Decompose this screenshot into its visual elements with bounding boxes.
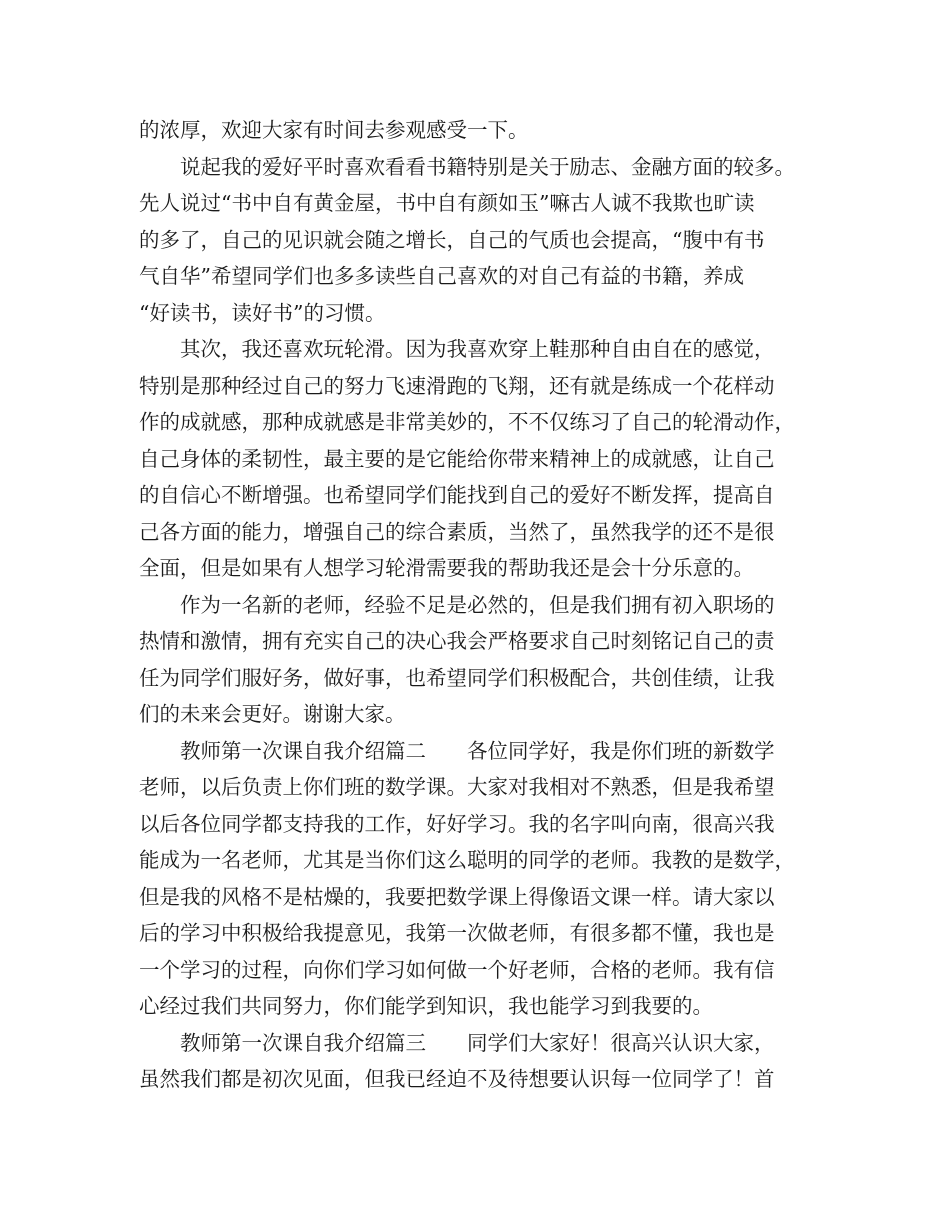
text-line: 特别是那种经过自己的努力飞速滑跑的飞翔，还有就是练成一个花样动 [139,373,775,398]
text-line: 老师，以后负责上你们班的数学课。大家对我相对不熟悉，但是我希望 [139,775,775,799]
text-line: 以后各位同学都支持我的工作，好好学习。我的名字叫向南，很高兴我 [139,811,775,836]
text-line: 的多了，自己的见识就会随之增长，自己的气质也会提高，“腹中有书 [139,227,765,252]
text-line: 们的未来会更好。谢谢大家。 [139,702,406,726]
text-line: 说起我的爱好平时喜欢看看书籍特别是关于励志、金融方面的较多。 [139,154,795,179]
text-line: 后的学习中积极给我提意见，我第一次做老师，有很多都不懂，我也是 [139,921,775,945]
text-line: 己各方面的能力，增强自己的综合素质，当然了，虽然我学的还不是很 [139,519,775,544]
text-line: 心经过我们共同努力，你们能学到知识，我也能学习到我要的。 [139,994,713,1018]
text-line: “好读书，读好书”的习惯。 [139,300,386,325]
text-line: 能成为一名老师，尤其是当你们这么聪明的同学的老师。我教的是数学， [139,848,795,872]
text-line: 虽然我们都是初次见面，但我已经迫不及待想要认识每一位同学了！首 [139,1067,775,1091]
text-line: 先人说过“书中自有黄金屋，书中自有颜如玉”嘛古人诚不我欺也旷读 [139,191,755,215]
text-line: 一个学习的过程，向你们学习如何做一个好老师，合格的老师。我有信 [139,957,775,982]
text-line: 自己身体的柔韧性，最主要的是它能给你带来精神上的成就感，让自己 [139,446,775,471]
text-line: 但是我的风格不是枯燥的，我要把数学课上得像语文课一样。请大家以 [139,884,775,909]
body-text [139,112,819,1098]
text-line: 的自信心不断增强。也希望同学们能找到自己的爱好不断发挥，提高自 [139,483,775,507]
text-line: 作为一名新的老师，经验不足是必然的，但是我们拥有初入职场的 [139,592,775,617]
text-line: 教师第一次课自我介绍篇三 同学们大家好！很高兴认识大家， [139,1030,775,1055]
text-line: 任为同学们服好务，做好事，也希望同学们积极配合，共创佳绩，让我 [139,665,775,690]
text-line: 教师第一次课自我介绍篇二 各位同学好，我是你们班的新数学 [139,738,775,763]
text-line: 作的成就感，那种成就感是非常美妙的，不不仅练习了自己的轮滑动作， [139,410,795,434]
text-line: 全面，但是如果有人想学习轮滑需要我的帮助我还是会十分乐意的。 [139,556,754,580]
text-line: 的浓厚，欢迎大家有时间去参观感受一下。 [139,118,529,142]
text-line: 热情和激情，拥有充实自己的决心我会严格要求自己时刻铭记自己的责 [139,629,775,653]
text-line: 气自华”希望同学们也多多读些自己喜欢的对自己有益的书籍，养成 [139,264,744,288]
text-line: 其次，我还喜欢玩轮滑。因为我喜欢穿上鞋那种自由自在的感觉， [139,337,775,361]
